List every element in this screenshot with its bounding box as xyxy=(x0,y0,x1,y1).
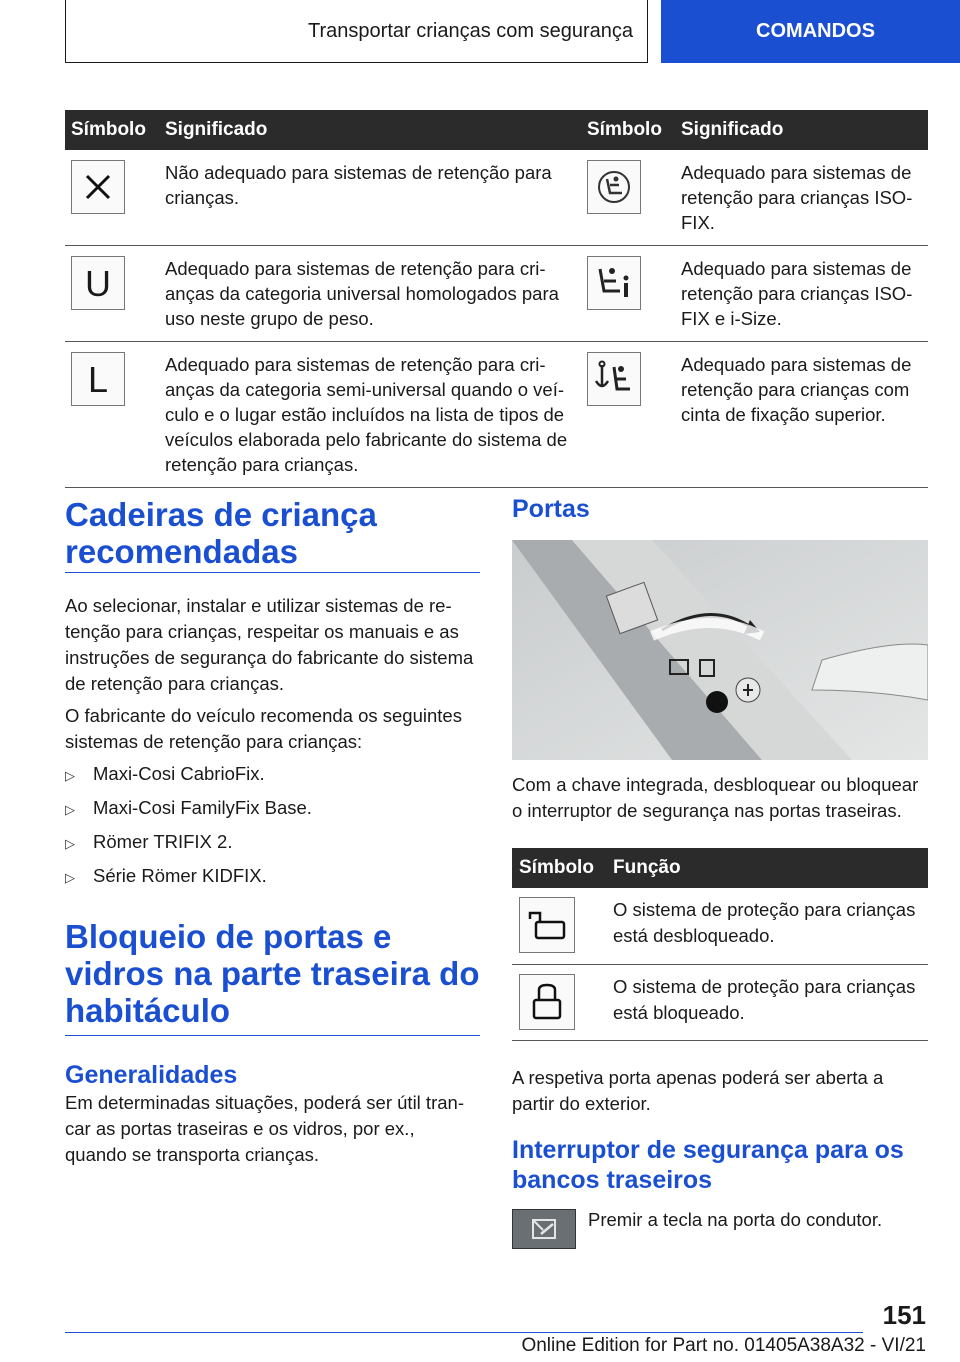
meaning-text: Adequado para sistemas de retenção para crianças ISOFIX e i-Size. xyxy=(675,246,928,342)
col-symbol: Símbolo xyxy=(512,848,606,888)
switch-instruction xyxy=(512,1209,928,1249)
subsection-heading: Portas xyxy=(512,495,590,523)
heading-rule xyxy=(65,572,480,573)
list-item: ▷ Römer TRIFIX 2. xyxy=(65,829,480,857)
top-tether-icon xyxy=(587,352,641,406)
meaning-text: Adequado para sistemas de retenção para crianças da categoria semi-universal quando o veículo e o lugar estão incluídos na lista de tipos de veículos elaborada pelo fabricante do sistema de retenção para crianças. xyxy=(159,342,581,488)
footer-rule xyxy=(65,1332,863,1333)
list-item: ▷ Maxi-Cosi FamilyFix Base. xyxy=(65,795,480,823)
photo-caption: Com a chave integrada, desbloquear ou bloquear o interruptor de segurança nas portas traseiras. xyxy=(512,774,919,821)
list-item: ▷ Maxi-Cosi CabrioFix. xyxy=(65,761,480,789)
subsection-heading: Generalidades xyxy=(65,1061,238,1089)
table-row xyxy=(65,150,928,246)
section-door-window-lock xyxy=(65,918,480,1168)
meaning-text: Adequado para sistemas de retenção para crianças da categoria universal homologados para uso neste grupo de peso. xyxy=(159,246,581,342)
symbols-table xyxy=(65,110,928,488)
section-heading: Bloqueio de portas e vidros na parte traseira do habitáculo xyxy=(65,918,480,1029)
table-row xyxy=(512,888,928,964)
paragraph: O fabricante do veículo recomenda os seguintes sistemas de retenção para crianças: xyxy=(65,705,462,752)
letter-l-icon: L xyxy=(71,352,125,406)
meaning-text: Adequado para sistemas de retenção para crianças com cinta de fixação superior. xyxy=(675,342,928,488)
isofix-seat-icon xyxy=(587,160,641,214)
page-number: 151 xyxy=(882,1300,926,1330)
function-text: O sistema de proteção para crianças está desbloqueado. xyxy=(606,888,928,964)
chapter-label: COMANDOS xyxy=(756,20,875,42)
col-function: Função xyxy=(606,848,928,888)
locked-icon xyxy=(519,974,575,1030)
section-title: Transportar crianças com segurança xyxy=(308,19,633,42)
footer-edition: Online Edition for Part no. 01405A38A32 - VI/21 xyxy=(521,1335,926,1356)
meaning-text: Adequado para sistemas de retenção para crianças ISOFIX. xyxy=(675,150,928,246)
meaning-text: Não adequado para sistemas de retenção para crianças. xyxy=(159,150,581,246)
header-section-title xyxy=(65,0,648,63)
paragraph: Em determinadas situações, poderá ser útil trancar as portas traseiras e os vidros, por ex., quando se transporta crianças. xyxy=(65,1092,464,1165)
triangle-bullet-icon: ▷ xyxy=(65,836,75,851)
col-meaning: Significado xyxy=(159,110,581,150)
recommended-list xyxy=(65,761,480,891)
list-item: ▷ Série Römer KIDFIX. xyxy=(65,863,480,891)
section-recommended-seats xyxy=(65,496,480,891)
col-symbol: Símbolo xyxy=(581,110,675,150)
x-mark-icon xyxy=(71,160,125,214)
section-heading: Cadeiras de criança recomendadas xyxy=(65,496,377,570)
col-meaning: Significado xyxy=(675,110,928,150)
isofix-isize-icon xyxy=(587,256,641,310)
col-symbol: Símbolo xyxy=(65,110,159,150)
paragraph: A respetiva porta apenas poderá ser aberta a partir do exterior. xyxy=(512,1066,884,1114)
table-row xyxy=(65,342,928,488)
section-doors xyxy=(512,494,928,1249)
unlocked-icon xyxy=(519,897,575,953)
symbols-table-header xyxy=(65,110,928,150)
subsection-heading: Interruptor de segurança para os bancos traseiros xyxy=(512,1135,904,1194)
triangle-bullet-icon: ▷ xyxy=(65,802,75,817)
triangle-bullet-icon: ▷ xyxy=(65,768,75,783)
function-text: O sistema de proteção para crianças está bloqueado. xyxy=(606,964,928,1040)
header-chapter-tab[interactable] xyxy=(661,0,960,63)
heading-rule xyxy=(65,1035,480,1036)
table-row xyxy=(65,246,928,342)
function-table xyxy=(512,848,928,1041)
table-row xyxy=(512,964,928,1040)
window-lock-key-icon xyxy=(512,1209,576,1249)
letter-u-icon: U xyxy=(71,256,125,310)
door-child-lock-photo xyxy=(512,540,928,760)
triangle-bullet-icon: ▷ xyxy=(65,870,75,885)
paragraph: Ao selecionar, instalar e utilizar sistemas de retenção para crianças, respeitar os manuais e as instruções de segurança do fabricante do sistema de retenção para crianças. xyxy=(65,595,474,694)
function-table-header xyxy=(512,848,928,888)
instruction-text: Premir a tecla na porta do condutor. xyxy=(588,1208,883,1230)
